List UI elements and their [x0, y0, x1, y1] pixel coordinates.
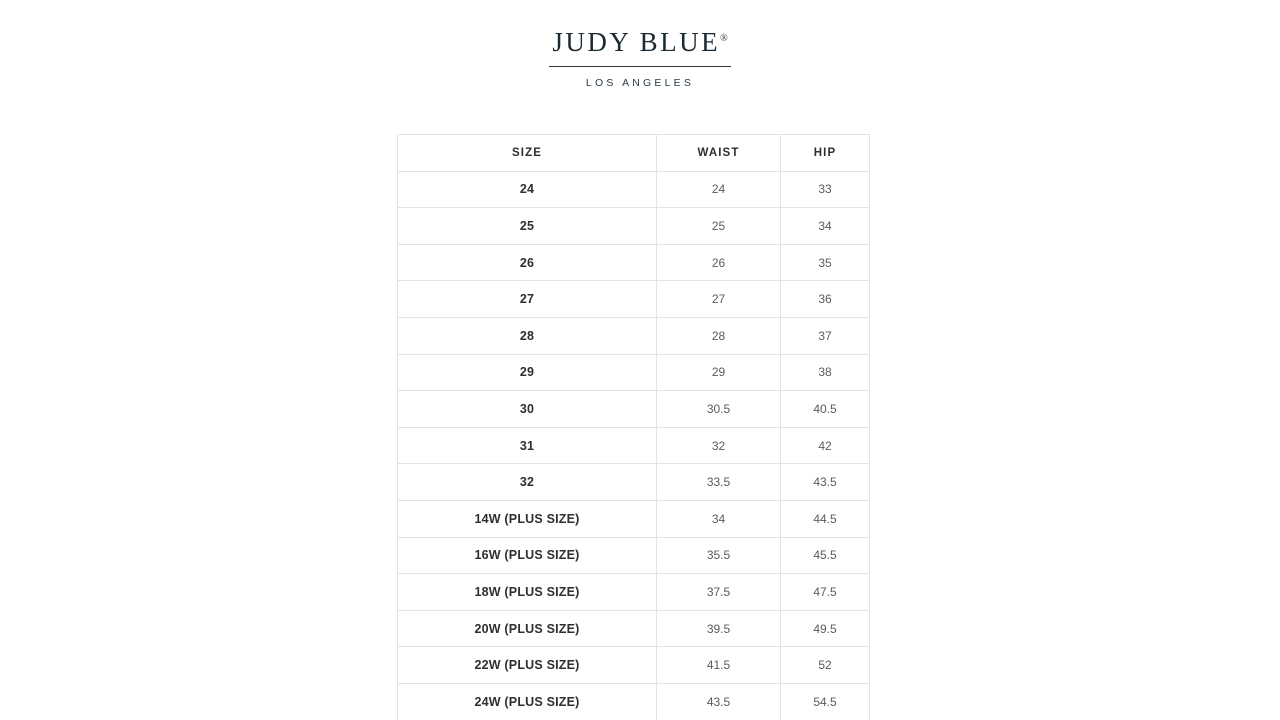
brand-name-text: JUDY BLUE [552, 27, 721, 57]
table-header-row [398, 135, 870, 172]
table-row [398, 537, 870, 574]
column-header-size: SIZE [398, 135, 657, 172]
cell-waist: 27 [657, 281, 781, 318]
cell-hip: 42 [781, 427, 870, 464]
cell-waist: 32 [657, 427, 781, 464]
table-body [398, 171, 870, 720]
cell-hip: 35 [781, 244, 870, 281]
cell-size: 14W (PLUS SIZE) [398, 500, 657, 537]
cell-waist: 33.5 [657, 464, 781, 501]
brand-header [0, 28, 1280, 89]
cell-hip: 33 [781, 171, 870, 208]
cell-size: 25 [398, 208, 657, 245]
cell-waist: 24 [657, 171, 781, 208]
table-row [398, 427, 870, 464]
cell-hip: 45.5 [781, 537, 870, 574]
cell-size: 18W (PLUS SIZE) [398, 574, 657, 611]
table-row [398, 391, 870, 428]
cell-size: 24 [398, 171, 657, 208]
cell-size: 29 [398, 354, 657, 391]
cell-waist: 39.5 [657, 610, 781, 647]
column-header-hip: HIP [781, 135, 870, 172]
cell-hip: 36 [781, 281, 870, 318]
table-row [398, 171, 870, 208]
cell-size: 24W (PLUS SIZE) [398, 683, 657, 720]
cell-waist: 37.5 [657, 574, 781, 611]
cell-hip: 44.5 [781, 500, 870, 537]
cell-waist: 34 [657, 500, 781, 537]
cell-waist: 35.5 [657, 537, 781, 574]
cell-waist: 28 [657, 317, 781, 354]
table-row [398, 208, 870, 245]
cell-hip: 38 [781, 354, 870, 391]
cell-size: 20W (PLUS SIZE) [398, 610, 657, 647]
table-row [398, 464, 870, 501]
table-header [398, 135, 870, 172]
cell-waist: 25 [657, 208, 781, 245]
cell-size: 22W (PLUS SIZE) [398, 647, 657, 684]
cell-size: 32 [398, 464, 657, 501]
cell-waist: 26 [657, 244, 781, 281]
cell-size: 28 [398, 317, 657, 354]
cell-waist: 41.5 [657, 647, 781, 684]
column-header-waist: WAIST [657, 135, 781, 172]
cell-size: 27 [398, 281, 657, 318]
cell-size: 30 [398, 391, 657, 428]
size-chart-table [397, 134, 870, 720]
cell-hip: 49.5 [781, 610, 870, 647]
brand-subtitle: LOS ANGELES [585, 76, 695, 89]
brand-divider [549, 66, 731, 67]
brand-name [0, 28, 1280, 58]
cell-size: 31 [398, 427, 657, 464]
table-row [398, 574, 870, 611]
cell-hip: 34 [781, 208, 870, 245]
table-row [398, 281, 870, 318]
cell-hip: 52 [781, 647, 870, 684]
table-row [398, 500, 870, 537]
cell-hip: 54.5 [781, 683, 870, 720]
cell-size: 26 [398, 244, 657, 281]
registered-mark: ® [720, 33, 728, 44]
cell-hip: 40.5 [781, 391, 870, 428]
table-row [398, 244, 870, 281]
table-row [398, 647, 870, 684]
size-chart-table-wrapper [397, 134, 869, 720]
table-row [398, 317, 870, 354]
table-row [398, 354, 870, 391]
cell-hip: 37 [781, 317, 870, 354]
table-row [398, 683, 870, 720]
table-row [398, 610, 870, 647]
cell-waist: 43.5 [657, 683, 781, 720]
cell-hip: 47.5 [781, 574, 870, 611]
cell-size: 16W (PLUS SIZE) [398, 537, 657, 574]
cell-waist: 29 [657, 354, 781, 391]
cell-hip: 43.5 [781, 464, 870, 501]
cell-waist: 30.5 [657, 391, 781, 428]
